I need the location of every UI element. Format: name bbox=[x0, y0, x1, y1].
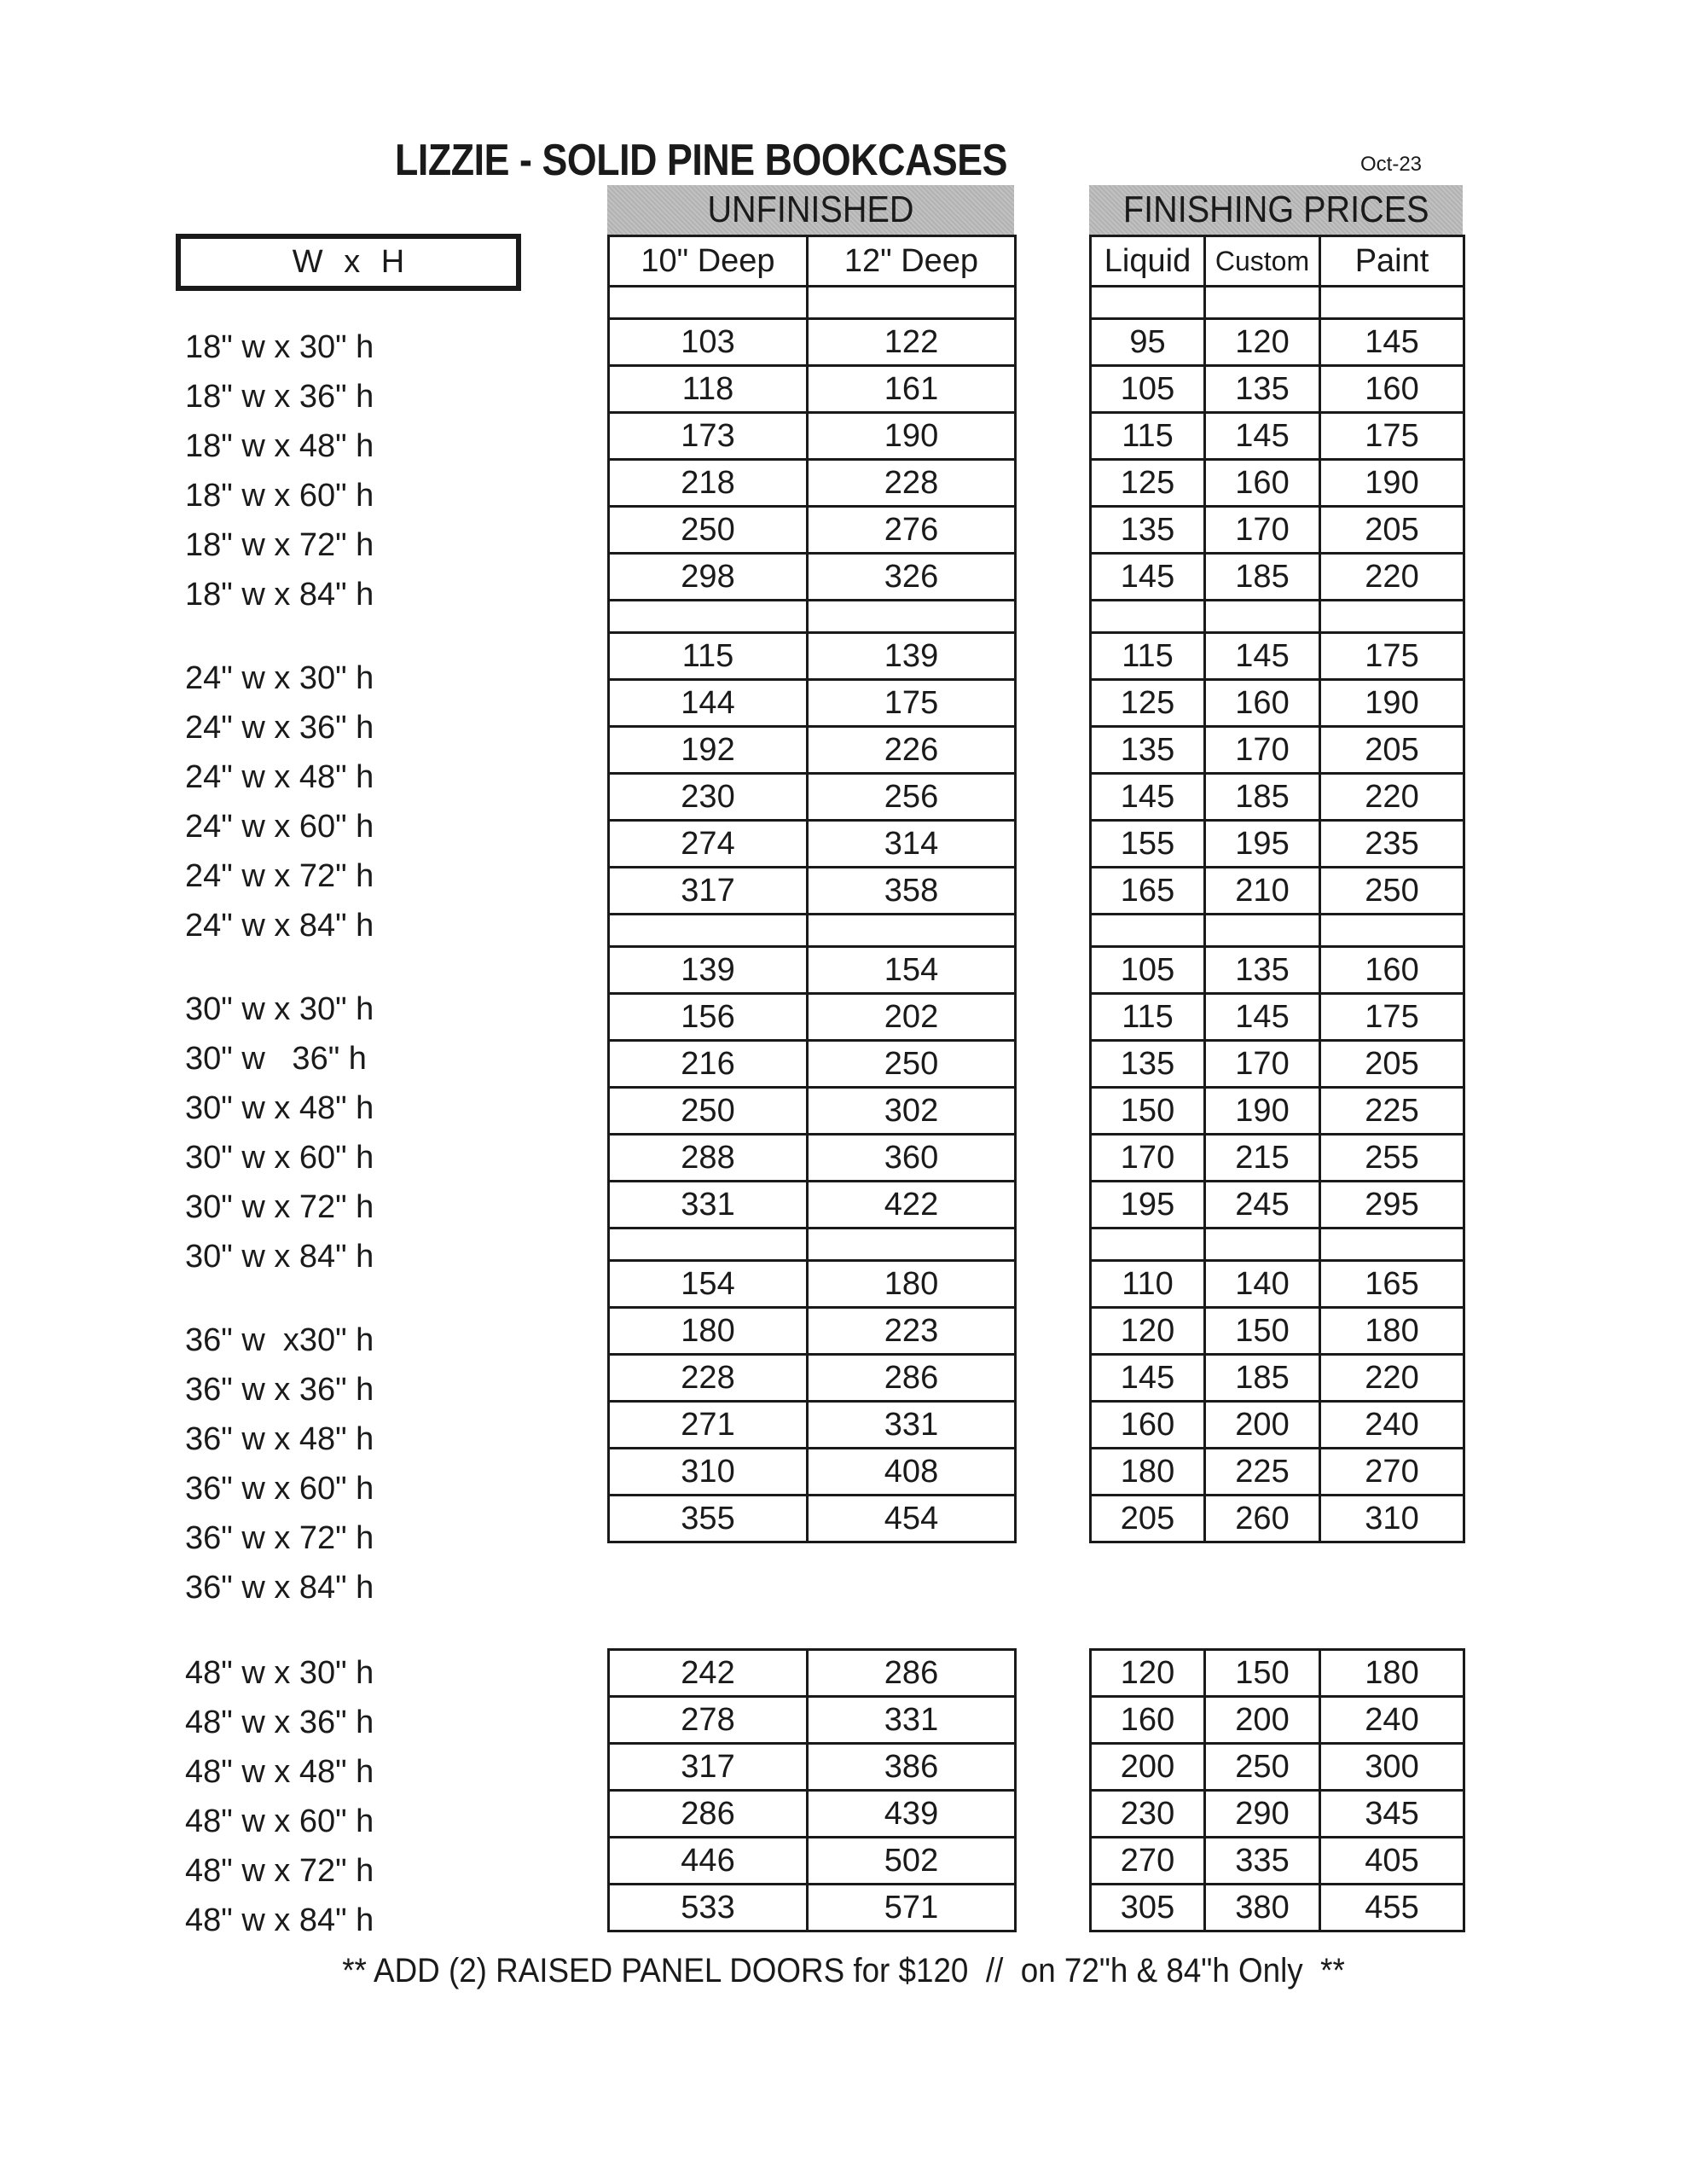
price-liquid: 195 bbox=[1091, 1182, 1205, 1228]
price-12-deep: 161 bbox=[808, 366, 1016, 413]
price-10-deep: 180 bbox=[609, 1308, 808, 1355]
price-liquid: 160 bbox=[1091, 1402, 1205, 1449]
price-12-deep: 422 bbox=[808, 1182, 1016, 1228]
price-12-deep: 331 bbox=[808, 1402, 1016, 1449]
blank-cell bbox=[1091, 287, 1205, 319]
size-label: 48" w x 60" h bbox=[185, 1804, 374, 1839]
price-custom: 185 bbox=[1205, 774, 1320, 821]
price-paint: 190 bbox=[1320, 680, 1464, 727]
size-label: 24" w x 60" h bbox=[185, 809, 374, 845]
price-custom: 160 bbox=[1205, 460, 1320, 507]
spacer-row bbox=[609, 601, 1016, 633]
price-12-deep: 326 bbox=[808, 554, 1016, 601]
price-10-deep: 298 bbox=[609, 554, 808, 601]
size-label: 36" w x 36" h bbox=[185, 1372, 374, 1408]
price-custom: 135 bbox=[1205, 947, 1320, 994]
price-10-deep: 250 bbox=[609, 1088, 808, 1135]
price-paint: 405 bbox=[1320, 1838, 1464, 1885]
size-label: 48" w x 72" h bbox=[185, 1853, 374, 1889]
price-12-deep: 302 bbox=[808, 1088, 1016, 1135]
price-10-deep: 533 bbox=[609, 1885, 808, 1931]
price-paint: 145 bbox=[1320, 319, 1464, 366]
price-12-deep: 439 bbox=[808, 1791, 1016, 1838]
blank-cell bbox=[808, 1228, 1016, 1261]
price-row bbox=[609, 1308, 1016, 1355]
price-paint: 180 bbox=[1320, 1650, 1464, 1697]
price-10-deep: 317 bbox=[609, 1744, 808, 1791]
finishing-header-text: FINISHING PRICES bbox=[1122, 189, 1429, 230]
price-row bbox=[609, 633, 1016, 680]
price-paint: 310 bbox=[1320, 1496, 1464, 1542]
unfinished-header-text: UNFINISHED bbox=[707, 189, 914, 230]
column-header-paint: Paint bbox=[1320, 236, 1464, 287]
blank-cell bbox=[1091, 601, 1205, 633]
size-label: 30" w x 30" h bbox=[185, 991, 374, 1027]
price-liquid: 205 bbox=[1091, 1496, 1205, 1542]
blank-cell bbox=[609, 601, 808, 633]
price-custom: 145 bbox=[1205, 994, 1320, 1041]
finishing-row bbox=[1091, 1885, 1464, 1931]
price-row bbox=[609, 1182, 1016, 1228]
finishing-row bbox=[1091, 774, 1464, 821]
blank-cell bbox=[808, 915, 1016, 947]
price-10-deep: 139 bbox=[609, 947, 808, 994]
size-label: 30" w x 48" h bbox=[185, 1090, 374, 1126]
size-label: 18" w x 84" h bbox=[185, 577, 374, 613]
price-row bbox=[609, 1744, 1016, 1791]
price-10-deep: 250 bbox=[609, 507, 808, 554]
price-12-deep: 228 bbox=[808, 460, 1016, 507]
price-row bbox=[609, 774, 1016, 821]
price-row bbox=[609, 1135, 1016, 1182]
price-custom: 150 bbox=[1205, 1650, 1320, 1697]
finishing-row bbox=[1091, 460, 1464, 507]
finishing-row bbox=[1091, 994, 1464, 1041]
price-paint: 165 bbox=[1320, 1261, 1464, 1308]
price-liquid: 230 bbox=[1091, 1791, 1205, 1838]
size-label: 36" w x 60" h bbox=[185, 1471, 374, 1507]
price-custom: 145 bbox=[1205, 633, 1320, 680]
price-liquid: 135 bbox=[1091, 1041, 1205, 1088]
price-12-deep: 358 bbox=[808, 868, 1016, 915]
price-liquid: 105 bbox=[1091, 947, 1205, 994]
price-12-deep: 571 bbox=[808, 1885, 1016, 1931]
price-paint: 175 bbox=[1320, 413, 1464, 460]
finishing-prices-header bbox=[1089, 185, 1463, 235]
blank-cell bbox=[1205, 601, 1320, 633]
price-custom: 195 bbox=[1205, 821, 1320, 868]
price-row bbox=[609, 994, 1016, 1041]
price-10-deep: 216 bbox=[609, 1041, 808, 1088]
price-12-deep: 190 bbox=[808, 413, 1016, 460]
price-custom: 140 bbox=[1205, 1261, 1320, 1308]
price-12-deep: 331 bbox=[808, 1697, 1016, 1744]
price-12-deep: 250 bbox=[808, 1041, 1016, 1088]
column-header-12-deep: 12" Deep bbox=[808, 236, 1016, 287]
price-row bbox=[609, 1402, 1016, 1449]
finishing-row bbox=[1091, 1308, 1464, 1355]
blank-cell bbox=[1205, 915, 1320, 947]
price-liquid: 120 bbox=[1091, 1308, 1205, 1355]
price-row bbox=[609, 947, 1016, 994]
finishing-row bbox=[1091, 1355, 1464, 1402]
finishing-row bbox=[1091, 821, 1464, 868]
price-custom: 210 bbox=[1205, 868, 1320, 915]
price-10-deep: 288 bbox=[609, 1135, 808, 1182]
price-custom: 290 bbox=[1205, 1791, 1320, 1838]
price-10-deep: 355 bbox=[609, 1496, 808, 1542]
blank-cell bbox=[1091, 1228, 1205, 1261]
price-liquid: 270 bbox=[1091, 1838, 1205, 1885]
size-label: 24" w x 48" h bbox=[185, 759, 374, 795]
blank-cell bbox=[1205, 287, 1320, 319]
price-10-deep: 271 bbox=[609, 1402, 808, 1449]
price-custom: 135 bbox=[1205, 366, 1320, 413]
finishing-row bbox=[1091, 680, 1464, 727]
price-liquid: 125 bbox=[1091, 680, 1205, 727]
price-10-deep: 156 bbox=[609, 994, 808, 1041]
size-column-header: W x H bbox=[176, 234, 521, 291]
price-12-deep: 386 bbox=[808, 1744, 1016, 1791]
size-label: 30" w x 72" h bbox=[185, 1189, 374, 1225]
price-10-deep: 317 bbox=[609, 868, 808, 915]
price-paint: 220 bbox=[1320, 774, 1464, 821]
price-custom: 225 bbox=[1205, 1449, 1320, 1496]
price-paint: 205 bbox=[1320, 727, 1464, 774]
price-custom: 380 bbox=[1205, 1885, 1320, 1931]
price-custom: 200 bbox=[1205, 1402, 1320, 1449]
finishing-price-table bbox=[1089, 235, 1465, 1543]
price-row bbox=[609, 1791, 1016, 1838]
price-liquid: 135 bbox=[1091, 507, 1205, 554]
price-12-deep: 408 bbox=[808, 1449, 1016, 1496]
price-row bbox=[609, 460, 1016, 507]
price-custom: 185 bbox=[1205, 1355, 1320, 1402]
price-custom: 185 bbox=[1205, 554, 1320, 601]
price-row bbox=[609, 1449, 1016, 1496]
finishing-price-table-48 bbox=[1089, 1648, 1465, 1932]
finishing-row bbox=[1091, 1261, 1464, 1308]
price-10-deep: 286 bbox=[609, 1791, 808, 1838]
price-row bbox=[609, 366, 1016, 413]
price-12-deep: 314 bbox=[808, 821, 1016, 868]
price-row bbox=[609, 1496, 1016, 1542]
finishing-row bbox=[1091, 633, 1464, 680]
column-header-row bbox=[609, 236, 1016, 287]
price-12-deep: 286 bbox=[808, 1355, 1016, 1402]
price-liquid: 105 bbox=[1091, 366, 1205, 413]
price-row bbox=[609, 1885, 1016, 1931]
size-label: 18" w x 72" h bbox=[185, 527, 374, 563]
price-custom: 250 bbox=[1205, 1744, 1320, 1791]
blank-cell bbox=[1320, 601, 1464, 633]
price-paint: 175 bbox=[1320, 994, 1464, 1041]
price-custom: 215 bbox=[1205, 1135, 1320, 1182]
price-paint: 205 bbox=[1320, 507, 1464, 554]
footer-note: ** ADD (2) RAISED PANEL DOORS for $120 // on 72"h & 84"h Only ** bbox=[342, 1952, 1345, 1989]
price-liquid: 180 bbox=[1091, 1449, 1205, 1496]
price-liquid: 115 bbox=[1091, 994, 1205, 1041]
price-liquid: 95 bbox=[1091, 319, 1205, 366]
spacer-row bbox=[609, 915, 1016, 947]
price-12-deep: 202 bbox=[808, 994, 1016, 1041]
price-12-deep: 502 bbox=[808, 1838, 1016, 1885]
finishing-row bbox=[1091, 1650, 1464, 1697]
finishing-row bbox=[1091, 554, 1464, 601]
price-12-deep: 256 bbox=[808, 774, 1016, 821]
price-10-deep: 115 bbox=[609, 633, 808, 680]
date-label: Oct-23 bbox=[1360, 153, 1423, 176]
price-10-deep: 310 bbox=[609, 1449, 808, 1496]
price-paint: 190 bbox=[1320, 460, 1464, 507]
price-paint: 295 bbox=[1320, 1182, 1464, 1228]
price-liquid: 145 bbox=[1091, 774, 1205, 821]
finishing-row bbox=[1091, 319, 1464, 366]
price-12-deep: 223 bbox=[808, 1308, 1016, 1355]
size-label: 48" w x 84" h bbox=[185, 1902, 374, 1938]
price-12-deep: 226 bbox=[808, 727, 1016, 774]
price-12-deep: 175 bbox=[808, 680, 1016, 727]
size-label: 30" w 36" h bbox=[185, 1041, 367, 1077]
finishing-row bbox=[1091, 1088, 1464, 1135]
unfinished-price-table bbox=[607, 235, 1017, 1543]
size-label: 24" w x 72" h bbox=[185, 858, 374, 894]
price-paint: 240 bbox=[1320, 1402, 1464, 1449]
price-10-deep: 173 bbox=[609, 413, 808, 460]
price-10-deep: 230 bbox=[609, 774, 808, 821]
price-custom: 160 bbox=[1205, 680, 1320, 727]
price-12-deep: 180 bbox=[808, 1261, 1016, 1308]
size-label: 18" w x 60" h bbox=[185, 478, 374, 514]
price-row bbox=[609, 1697, 1016, 1744]
blank-cell bbox=[609, 287, 808, 319]
price-custom: 200 bbox=[1205, 1697, 1320, 1744]
blank-cell bbox=[609, 915, 808, 947]
price-paint: 455 bbox=[1320, 1885, 1464, 1931]
price-row bbox=[609, 1041, 1016, 1088]
size-label: 24" w x 30" h bbox=[185, 660, 374, 696]
blank-cell bbox=[1091, 915, 1205, 947]
size-label: 36" w x 48" h bbox=[185, 1421, 374, 1457]
finishing-row bbox=[1091, 1838, 1464, 1885]
finishing-row bbox=[1091, 1697, 1464, 1744]
price-10-deep: 242 bbox=[609, 1650, 808, 1697]
price-custom: 120 bbox=[1205, 319, 1320, 366]
price-paint: 345 bbox=[1320, 1791, 1464, 1838]
price-paint: 300 bbox=[1320, 1744, 1464, 1791]
price-custom: 170 bbox=[1205, 507, 1320, 554]
blank-cell bbox=[808, 601, 1016, 633]
price-10-deep: 331 bbox=[609, 1182, 808, 1228]
price-row bbox=[609, 1355, 1016, 1402]
price-row bbox=[609, 868, 1016, 915]
price-paint: 255 bbox=[1320, 1135, 1464, 1182]
price-row bbox=[609, 1088, 1016, 1135]
finishing-row bbox=[1091, 1744, 1464, 1791]
finishing-row bbox=[1091, 1402, 1464, 1449]
blank-cell bbox=[609, 1228, 808, 1261]
size-label: 18" w x 36" h bbox=[185, 379, 374, 415]
size-label: 48" w x 36" h bbox=[185, 1705, 374, 1740]
price-12-deep: 276 bbox=[808, 507, 1016, 554]
price-10-deep: 154 bbox=[609, 1261, 808, 1308]
price-liquid: 160 bbox=[1091, 1697, 1205, 1744]
blank-cell bbox=[1205, 1228, 1320, 1261]
blank-cell bbox=[1320, 1228, 1464, 1261]
finishing-row bbox=[1091, 727, 1464, 774]
price-row bbox=[609, 413, 1016, 460]
price-row bbox=[609, 727, 1016, 774]
price-paint: 180 bbox=[1320, 1308, 1464, 1355]
price-liquid: 110 bbox=[1091, 1261, 1205, 1308]
price-10-deep: 228 bbox=[609, 1355, 808, 1402]
price-12-deep: 454 bbox=[808, 1496, 1016, 1542]
price-liquid: 145 bbox=[1091, 1355, 1205, 1402]
finishing-row bbox=[1091, 1182, 1464, 1228]
price-paint: 160 bbox=[1320, 947, 1464, 994]
price-custom: 170 bbox=[1205, 727, 1320, 774]
price-row bbox=[609, 1650, 1016, 1697]
price-liquid: 305 bbox=[1091, 1885, 1205, 1931]
price-12-deep: 139 bbox=[808, 633, 1016, 680]
price-row bbox=[609, 1838, 1016, 1885]
price-10-deep: 118 bbox=[609, 366, 808, 413]
size-label: 24" w x 36" h bbox=[185, 710, 374, 746]
price-12-deep: 122 bbox=[808, 319, 1016, 366]
size-label: 30" w x 84" h bbox=[185, 1239, 374, 1275]
finishing-row bbox=[1091, 868, 1464, 915]
size-label: 36" w x30" h bbox=[185, 1322, 374, 1358]
blank-cell bbox=[1320, 287, 1464, 319]
price-liquid: 150 bbox=[1091, 1088, 1205, 1135]
price-row bbox=[609, 554, 1016, 601]
finishing-row bbox=[1091, 1449, 1464, 1496]
price-paint: 220 bbox=[1320, 554, 1464, 601]
price-liquid: 120 bbox=[1091, 1650, 1205, 1697]
price-paint: 220 bbox=[1320, 1355, 1464, 1402]
size-label: 36" w x 84" h bbox=[185, 1570, 374, 1606]
price-custom: 245 bbox=[1205, 1182, 1320, 1228]
column-header-10-deep: 10" Deep bbox=[609, 236, 808, 287]
column-header-row bbox=[1091, 236, 1464, 287]
price-paint: 205 bbox=[1320, 1041, 1464, 1088]
size-label: 48" w x 48" h bbox=[185, 1754, 374, 1790]
spacer-row bbox=[609, 287, 1016, 319]
price-row bbox=[609, 507, 1016, 554]
price-10-deep: 103 bbox=[609, 319, 808, 366]
column-header-custom: Custom bbox=[1205, 236, 1320, 287]
price-row bbox=[609, 1261, 1016, 1308]
price-liquid: 170 bbox=[1091, 1135, 1205, 1182]
price-10-deep: 218 bbox=[609, 460, 808, 507]
spacer-row bbox=[609, 1228, 1016, 1261]
blank-cell bbox=[808, 287, 1016, 319]
price-liquid: 145 bbox=[1091, 554, 1205, 601]
price-row bbox=[609, 680, 1016, 727]
price-10-deep: 192 bbox=[609, 727, 808, 774]
size-label: 30" w x 60" h bbox=[185, 1140, 374, 1176]
price-paint: 270 bbox=[1320, 1449, 1464, 1496]
price-10-deep: 274 bbox=[609, 821, 808, 868]
size-label: 36" w x 72" h bbox=[185, 1520, 374, 1556]
price-paint: 235 bbox=[1320, 821, 1464, 868]
column-header-liquid: Liquid bbox=[1091, 236, 1205, 287]
price-custom: 170 bbox=[1205, 1041, 1320, 1088]
price-custom: 260 bbox=[1205, 1496, 1320, 1542]
price-paint: 250 bbox=[1320, 868, 1464, 915]
finishing-row bbox=[1091, 1791, 1464, 1838]
spacer-row bbox=[1091, 601, 1464, 633]
price-liquid: 200 bbox=[1091, 1744, 1205, 1791]
price-liquid: 115 bbox=[1091, 413, 1205, 460]
unfinished-header bbox=[607, 185, 1014, 235]
price-10-deep: 446 bbox=[609, 1838, 808, 1885]
price-paint: 225 bbox=[1320, 1088, 1464, 1135]
price-12-deep: 360 bbox=[808, 1135, 1016, 1182]
price-row bbox=[609, 821, 1016, 868]
price-liquid: 135 bbox=[1091, 727, 1205, 774]
spacer-row bbox=[1091, 1228, 1464, 1261]
price-liquid: 165 bbox=[1091, 868, 1205, 915]
price-liquid: 125 bbox=[1091, 460, 1205, 507]
finishing-row bbox=[1091, 1041, 1464, 1088]
finishing-row bbox=[1091, 366, 1464, 413]
price-12-deep: 286 bbox=[808, 1650, 1016, 1697]
size-label: 24" w x 84" h bbox=[185, 908, 374, 944]
finishing-row bbox=[1091, 947, 1464, 994]
finishing-row bbox=[1091, 1496, 1464, 1542]
price-liquid: 115 bbox=[1091, 633, 1205, 680]
spacer-row bbox=[1091, 287, 1464, 319]
spacer-row bbox=[1091, 915, 1464, 947]
price-10-deep: 144 bbox=[609, 680, 808, 727]
price-paint: 175 bbox=[1320, 633, 1464, 680]
price-custom: 335 bbox=[1205, 1838, 1320, 1885]
price-paint: 160 bbox=[1320, 366, 1464, 413]
blank-cell bbox=[1320, 915, 1464, 947]
price-paint: 240 bbox=[1320, 1697, 1464, 1744]
unfinished-price-table-48 bbox=[607, 1648, 1017, 1932]
finishing-row bbox=[1091, 507, 1464, 554]
price-custom: 150 bbox=[1205, 1308, 1320, 1355]
size-label: 18" w x 48" h bbox=[185, 428, 374, 464]
finishing-row bbox=[1091, 1135, 1464, 1182]
price-10-deep: 278 bbox=[609, 1697, 808, 1744]
price-row bbox=[609, 319, 1016, 366]
finishing-row bbox=[1091, 413, 1464, 460]
page-title: LIZZIE - SOLID PINE BOOKCASES bbox=[395, 136, 1008, 185]
size-label: 48" w x 30" h bbox=[185, 1655, 374, 1691]
price-custom: 190 bbox=[1205, 1088, 1320, 1135]
size-label: 18" w x 30" h bbox=[185, 329, 374, 365]
price-custom: 145 bbox=[1205, 413, 1320, 460]
price-liquid: 155 bbox=[1091, 821, 1205, 868]
price-12-deep: 154 bbox=[808, 947, 1016, 994]
